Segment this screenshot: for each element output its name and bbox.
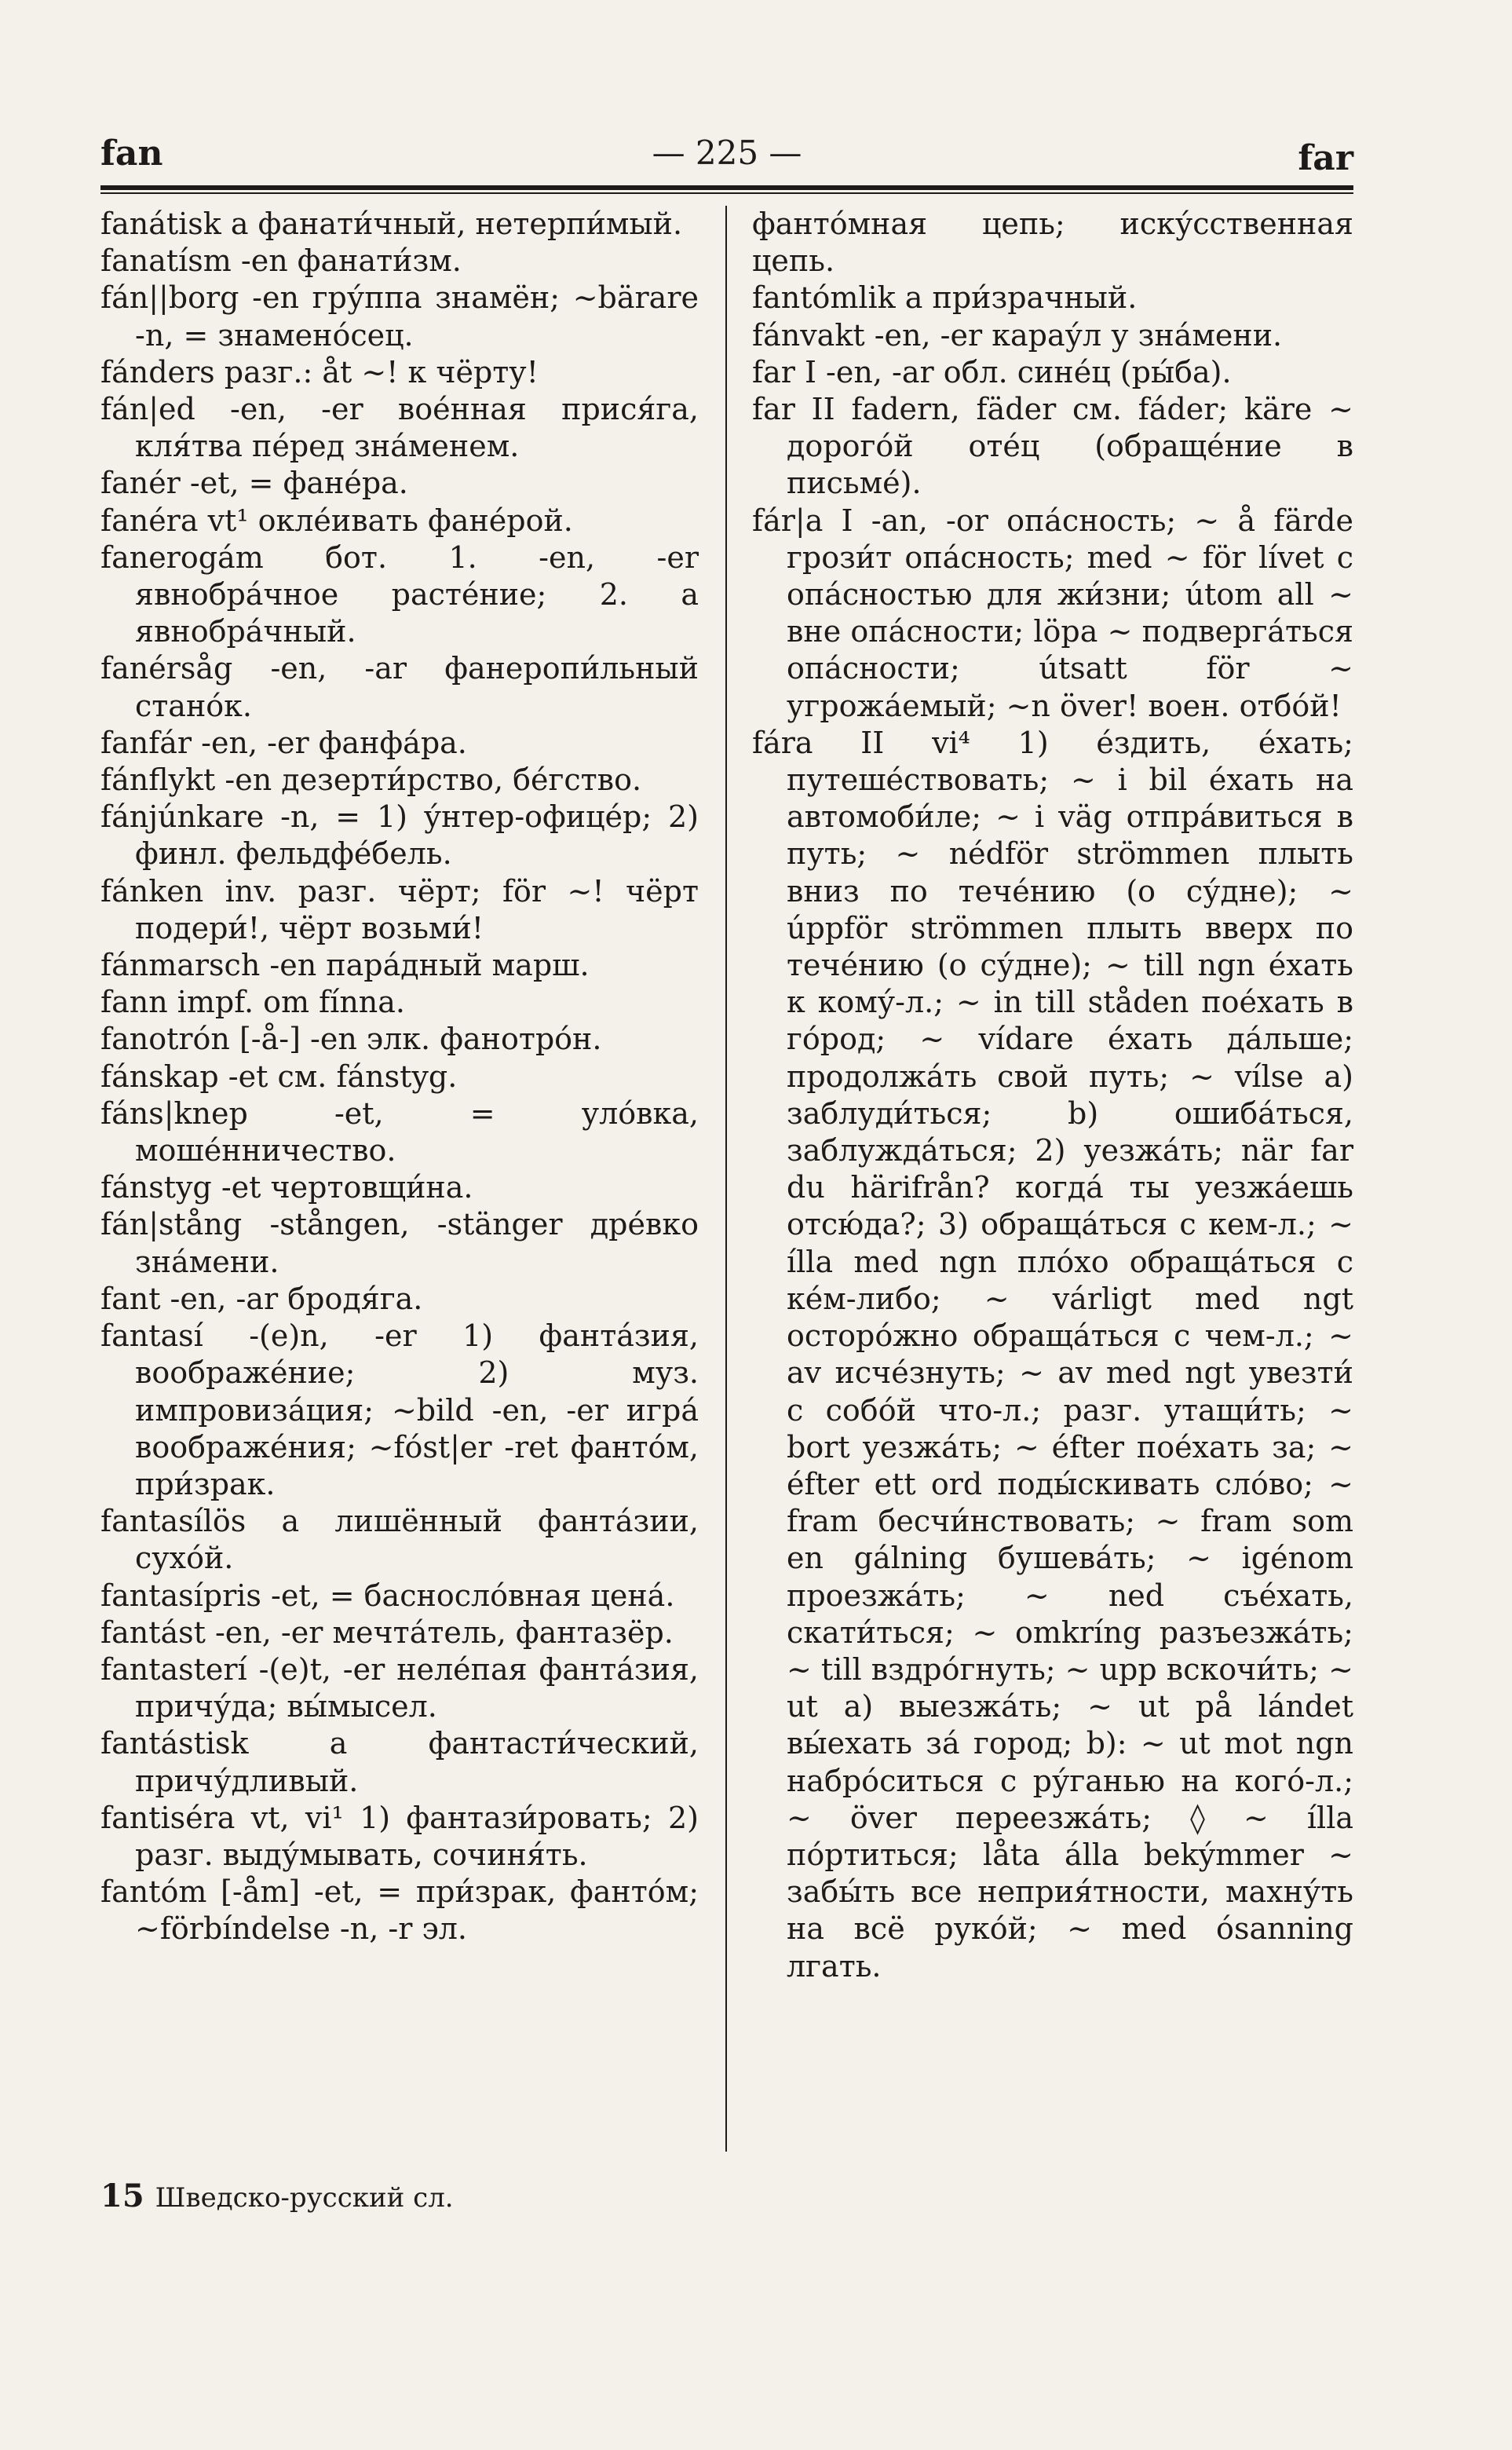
- dictionary-entry: fánvakt -en, -er карау́л у зна́мени.: [752, 317, 1283, 353]
- dictionary-entry: fant -en, -ar бродя́га.: [100, 1281, 423, 1316]
- page-number: — 225 —: [652, 133, 802, 172]
- dictionary-entry: fann impf. om fínna.: [100, 985, 406, 1020]
- running-header: [100, 127, 1353, 182]
- dictionary-entry: fantasterí -(e)t, -er неле́пая фанта́зия, причу́да; вы́мысел.: [100, 1651, 699, 1724]
- dictionary-entry: fár|a I -an, -or опа́сность; ~ å färde грози́т опа́сность; med ~ för lívet с опа́сностью для жи́зни; útom all ~ вне опа́сности; löpa ~ подверга́ться опа́сности; útsatt för ~ угрожа́емый; ~n över! воен. отбо́й!: [752, 503, 1353, 723]
- dictionary-entry: fánjúnkare -n, = 1) у́нтер-офице́р; 2) финл. фельдфе́бель.: [100, 799, 699, 872]
- dictionary-entry: fanerogám бот. 1. -en, -er явнобра́чное расте́ние; 2. a явнобра́чный.: [100, 539, 699, 649]
- dictionary-entry: fanotrón [-å-] -en элк. фанотро́н.: [100, 1022, 602, 1057]
- dictionary-entry: fánflykt -en дезерти́рство, бе́гство.: [100, 762, 642, 798]
- dictionary-entry: fantástisk a фантасти́ческий, причу́дливый.: [100, 1726, 699, 1798]
- dictionary-entry: fanfár -en, -er фанфа́ра.: [100, 725, 467, 760]
- dictionary-entry: fánmarsch -en пара́дный марш.: [100, 948, 590, 983]
- dictionary-entry: fantást -en, -er мечта́тель, фантазёр.: [100, 1614, 674, 1650]
- dictionary-entry: fánstyg -et чертовщи́на.: [100, 1170, 473, 1205]
- dictionary-entry: fanérsåg -en, -ar фанеропи́льный стано́к.: [100, 651, 699, 723]
- header-rule: [100, 185, 1353, 190]
- dictionary-entry: fanatísm -en фанати́зм.: [100, 243, 462, 279]
- header-rule-thin: [100, 192, 1353, 194]
- dictionary-entry: fánders разг.: åt ~! к чёрту!: [100, 354, 539, 389]
- dictionary-entry: fán|ed -en, -er вое́нная прися́га, кля́тва пе́ред зна́менем.: [100, 392, 699, 464]
- dictionary-entry: fantasípris -et, = басносло́вная цена́.: [100, 1578, 675, 1613]
- dictionary-entry: fantóm [-åm] -et, = при́зрак, фанто́м; ~förbíndelse -n, -r эл.: [100, 1874, 699, 1947]
- dictionary-entry-continued: фанто́мная цепь; иску́сственная цепь.: [752, 207, 1353, 279]
- dictionary-entry: far I -en, -ar обл. сине́ц (ры́ба).: [752, 354, 1232, 389]
- dictionary-entry: fantiséra vt, vi¹ 1) фантази́ровать; 2) разг. выду́мывать, сочиня́ть.: [100, 1800, 699, 1872]
- dictionary-entry: fantómlik a при́зрачный.: [752, 280, 1138, 316]
- dictionary-entry: fáns|knep -et, = уло́вка, моше́нничество.: [100, 1095, 699, 1168]
- dictionary-entry: fánskap -et см. fánstyg.: [100, 1059, 458, 1094]
- dictionary-entry: fanéra vt¹ окле́ивать фане́рой.: [100, 503, 573, 538]
- dictionary-entry: fán|stång -stången, -stänger дре́вко зна́мени.: [100, 1207, 699, 1279]
- dictionary-entry: fán||borg -en гру́ппа знамён; ~bärare -n, = знамено́сец.: [100, 280, 699, 353]
- right-column: [752, 206, 1353, 1985]
- dictionary-entry: fára II vi⁴ 1) е́здить, е́хать; путеше́ствовать; ~ i bil е́хать на автомоби́ле; ~ i väg отпра́виться в путь; ~ nédför strömmen плыть вниз по тече́нию (о су́дне); ~ úppför strömmen плыть вверх по тече́нию (о су́дне); ~ till ngn е́хать к кому́-л.; ~ in till ståden пое́хать в го́род; ~ vídare е́хать да́льше; продолжа́ть свой путь; ~ vílse a) заблуди́ться; b) ошиба́ться, заблужда́ться; 2) уезжа́ть; när far du härifrån? когда́ ты уезжа́ешь отсю́да?; 3) обраща́ться с кем-л.; ~ ílla med ngn пло́хо обраща́ться с ке́м-либо; ~ várligt med ngt осторо́жно обраща́ться с чем-л.; ~ av исче́знуть; ~ av med ngt увезти́ с собо́й что-л.; разг. утащи́ть; ~ bort уезжа́ть; ~ éfter пое́хать за; ~ éfter ett ord поды́скивать сло́во; ~ fram бесчи́нствовать; ~ fram som en gálning бушева́ть; ~ igénom проезжа́ть; ~ ned съе́хать, скати́ться; ~ omkríng разъезжа́ть; ~ till вздро́гнуть; ~ upp вскочи́ть; ~ ut a) выезжа́ть; ~ ut på lándet вы́ехать за́ город; b): ~ ut mot ngn набро́ситься с ру́ганью на кого́-л.; ~ över переезжа́ть; ◊ ~ ílla по́ртиться; låta álla bekýmmer ~ забы́ть все неприя́тности, махну́ть на всё руко́й; ~ med ósanning лгать.: [752, 725, 1353, 1984]
- dictionary-entry: fantasí -(e)n, -er 1) фанта́зия, воображе́ние; 2) муз. импровиза́ция; ~bild -en, -er игра́ воображе́ния; ~fóst|er -ret фанто́м, при́зрак.: [100, 1318, 699, 1501]
- header-guide-word-right: far: [1298, 138, 1353, 178]
- left-column: [100, 206, 699, 1948]
- column-divider: [725, 206, 727, 2152]
- dictionary-entry: fánken inv. разг. чёрт; för ~! чёрт подери́!, чёрт возьми́!: [100, 873, 699, 945]
- signature-mark: 15: [100, 2178, 144, 2214]
- dictionary-entry: fantasílös a лишённый фанта́зии, сухо́й.: [100, 1504, 699, 1576]
- dictionary-entry: fanátisk a фанати́чный, нетерпи́мый.: [100, 207, 683, 241]
- page-footer: [100, 2178, 699, 2214]
- footer-title: Шведско-русский сл.: [155, 2182, 454, 2214]
- dictionary-entry: fanér -et, = фане́ра.: [100, 466, 408, 501]
- dictionary-entry: far II fadern, fäder см. fáder; käre ~ дорого́й оте́ц (обраще́ние в письме́).: [752, 392, 1353, 501]
- header-guide-word-left: fan: [100, 133, 163, 174]
